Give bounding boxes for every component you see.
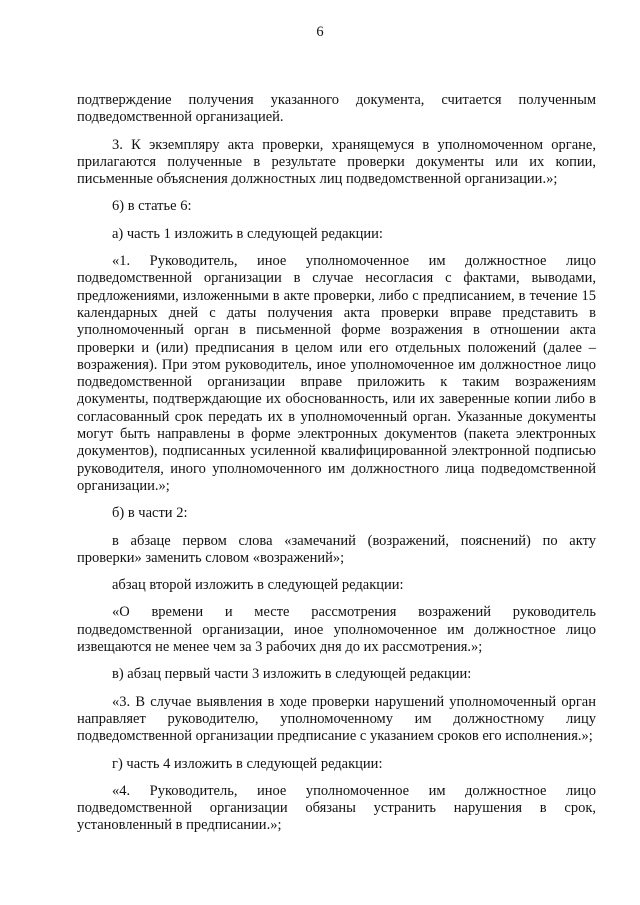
- paragraph-subitem-v: в) абзац первый части 3 изложить в следующей редакции:: [112, 666, 472, 683]
- page-number: 6: [316, 24, 324, 40]
- paragraph-part-4-text: «4. Руководитель, иное уполномоченное им должностное лицо подведомственной организации обязаны устранить нарушения в срок, установленный в предписании.»;: [77, 782, 596, 834]
- document-body: [77, 92, 596, 845]
- paragraph-part-3-text: «3. В случае выявления в ходе проверки нарушений уполномоченный орган направляет руководителю, уполномоченному им должностному лицу подведомственной организации предписание с указанием сроков его исполнения.»;: [77, 693, 596, 745]
- paragraph-part-1-text: «1. Руководитель, иное уполномоченное им должностное лицо подведомственной организации в случае несогласия с фактами, выводами, предложениями, изложенными в акте проверки, либо с предписанием, в течение 15 календарных дней с даты получения акта проверки вправе представить в уполномоченный орган в письменной форме возражения в отношении акта проверки и (или) предписания в целом или его отдельных положений (далее – возражения). При этом руководитель, иное уполномоченное им должностное лицо подведомственной организации вправе приложить к таким возражениям документы, подтверждающие их обоснованность, или их заверенные копии либо в согласованный срок передать их в уполномоченный орган. Указанные документы могут быть направлены в форме электронных документов (пакета электронных документов), подписанных усиленной квалифицированной электронной подписью руководителя, иного уполномоченного им должностного лица подведомственной организации.»;: [77, 253, 596, 494]
- paragraph-continuation: подтверждение получения указанного документа, считается полученным подведомственной организацией.: [77, 92, 596, 126]
- paragraph-second-abzac-heading: абзац второй изложить в следующей редакции:: [112, 577, 404, 594]
- paragraph-subitem-g: г) часть 4 изложить в следующей редакции:: [112, 755, 383, 772]
- paragraph-first-abzac: в абзаце первом слова «замечаний (возражений, пояснений) по акту проверки» заменить словом «возражений»;: [77, 532, 596, 566]
- paragraph-subitem-b: б) в части 2:: [112, 505, 188, 522]
- paragraph-second-abzac-text: «О времени и месте рассмотрения возражений руководитель подведомственной организации, иное уполномоченное им должностное лицо извещаются не менее чем за 3 рабочих дня до их рассмотрения.»;: [77, 604, 596, 656]
- paragraph-subitem-a: а) часть 1 изложить в следующей редакции:: [112, 225, 383, 242]
- paragraph-item-3: 3. К экземпляру акта проверки, хранящемуся в уполномоченном органе, прилагаются полученные в результате проверки документы или их копии, письменные объяснения должностных лиц подведомственной организации.»;: [77, 136, 596, 188]
- paragraph-article-6-heading: 6) в статье 6:: [112, 198, 192, 215]
